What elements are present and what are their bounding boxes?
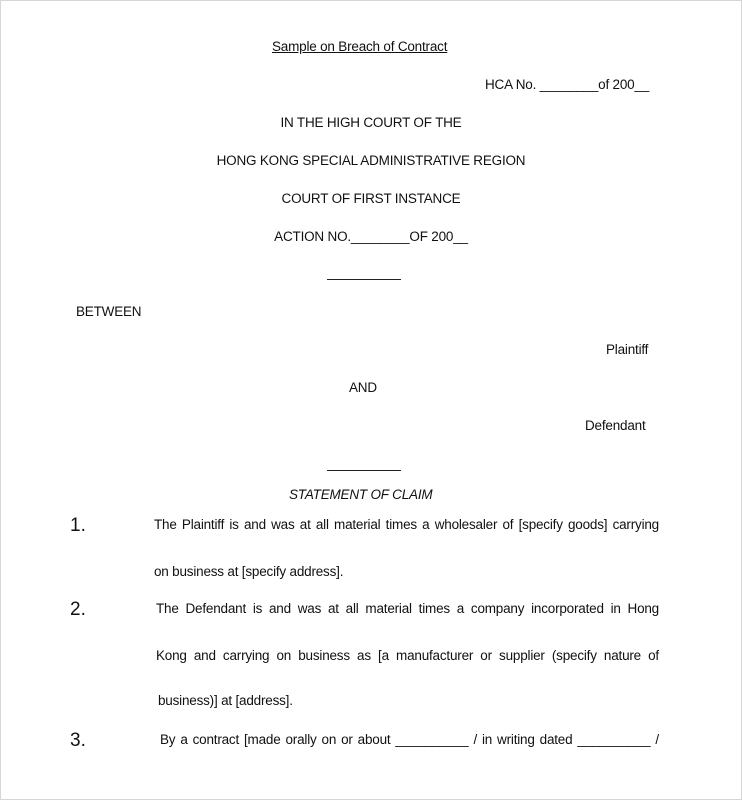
document-title: Sample on Breach of Contract bbox=[272, 39, 448, 54]
court-name-line-2: HONG KONG SPECIAL ADMINISTRATIVE REGION bbox=[216, 153, 526, 168]
separator-line bbox=[327, 279, 401, 280]
hca-number: HCA No. ________of 200__ bbox=[485, 77, 650, 92]
paragraph-number: 1. bbox=[70, 515, 86, 536]
paragraph-number: 3. bbox=[70, 730, 86, 751]
statement-heading: STATEMENT OF CLAIM bbox=[289, 487, 433, 502]
paragraph-line: By a contract [made orally on or about __________ / in writing dated __________ / bbox=[160, 732, 659, 747]
plaintiff-label: Plaintiff bbox=[606, 342, 649, 357]
court-name-line-1: IN THE HIGH COURT OF THE bbox=[280, 115, 462, 130]
between-label: BETWEEN bbox=[76, 304, 142, 319]
paragraph-line: The Defendant is and was at all material times a company incorporated in Hong bbox=[156, 601, 659, 616]
paragraph-line: Kong and carrying on business as [a manufacturer or supplier (specify nature of bbox=[156, 648, 659, 663]
action-number: ACTION NO.________OF 200__ bbox=[274, 229, 468, 244]
paragraph-number: 2. bbox=[70, 599, 86, 620]
defendant-label: Defendant bbox=[585, 418, 646, 433]
court-name-line-3: COURT OF FIRST INSTANCE bbox=[281, 191, 461, 206]
paragraph-line: The Plaintiff is and was at all material times a wholesaler of [specify goods] carrying bbox=[154, 517, 659, 532]
separator-line bbox=[327, 470, 401, 471]
paragraph-line: business)] at [address]. bbox=[158, 693, 293, 708]
and-label: AND bbox=[349, 380, 377, 395]
paragraph-line: on business at [specify address]. bbox=[154, 564, 344, 579]
